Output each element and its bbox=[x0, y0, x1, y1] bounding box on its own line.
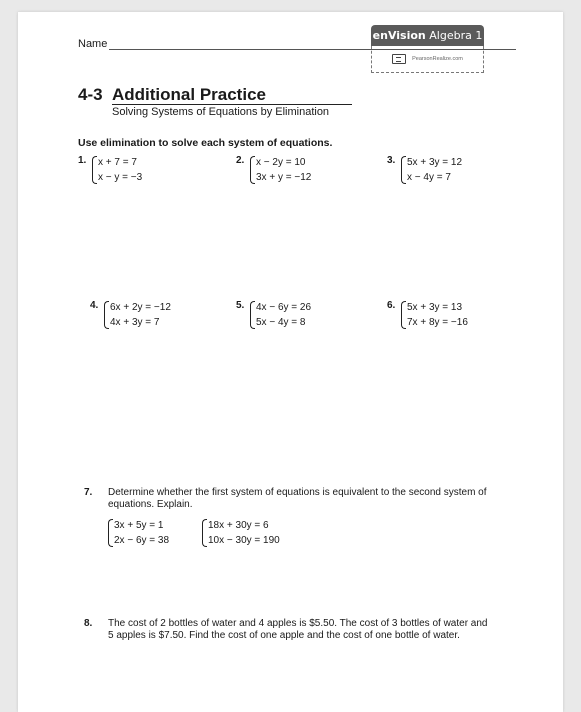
equation: 18x + 30y = 6 bbox=[208, 520, 269, 531]
title-rule bbox=[112, 104, 352, 105]
equation-system bbox=[108, 518, 169, 548]
equation: 3x + 5y = 1 bbox=[114, 520, 164, 531]
equation-system bbox=[401, 155, 462, 185]
problem-number: 5. bbox=[236, 300, 245, 311]
equation: x − 2y = 10 bbox=[256, 157, 306, 168]
realize-box bbox=[371, 46, 484, 73]
equation: 7x + 8y = −16 bbox=[407, 317, 468, 328]
brace bbox=[401, 156, 406, 184]
brace bbox=[250, 301, 255, 329]
brace bbox=[92, 156, 97, 184]
equation-system bbox=[250, 300, 311, 330]
lesson-title: Additional Practice bbox=[112, 85, 266, 104]
equation-system bbox=[250, 155, 311, 185]
equation: 5x − 4y = 8 bbox=[256, 317, 306, 328]
equation-system bbox=[401, 300, 468, 330]
computer-icon bbox=[392, 54, 406, 64]
equation: 4x − 6y = 26 bbox=[256, 302, 312, 313]
brand-suffix: Algebra 1 bbox=[429, 29, 483, 42]
name-label: Name bbox=[78, 38, 108, 50]
equation-system bbox=[202, 518, 280, 548]
problem-number: 3. bbox=[387, 155, 396, 166]
equation-system bbox=[104, 300, 171, 330]
brace bbox=[401, 301, 406, 329]
equation: x + 7 = 7 bbox=[98, 157, 137, 168]
brand-logo bbox=[371, 25, 484, 46]
problem-number: 7. bbox=[84, 487, 93, 498]
equation: 2x − 6y = 38 bbox=[114, 535, 170, 546]
problem-number: 2. bbox=[236, 155, 245, 166]
problem-number: 8. bbox=[84, 618, 93, 629]
worksheet-page bbox=[18, 12, 563, 712]
brace bbox=[202, 519, 207, 547]
brace bbox=[250, 156, 255, 184]
equation: x − 4y = 7 bbox=[407, 172, 451, 183]
problem-number: 4. bbox=[90, 300, 99, 311]
problem-number: 1. bbox=[78, 155, 87, 166]
equation: 6x + 2y = −12 bbox=[110, 302, 171, 313]
lesson-subtitle: Solving Systems of Equations by Elimination bbox=[112, 106, 330, 118]
problem-number: 6. bbox=[387, 300, 396, 311]
realize-label: PearsonRealize.com bbox=[412, 56, 463, 62]
equation-system bbox=[92, 155, 142, 185]
problem-text: Determine whether the first system of equations is equivalent to the second system of equations. Explain. bbox=[108, 487, 487, 510]
equation: 5x + 3y = 12 bbox=[407, 157, 463, 168]
brand-prefix: enVision bbox=[372, 29, 426, 42]
instructions: Use elimination to solve each system of equations. bbox=[78, 137, 333, 149]
problem-text: The cost of 2 bottles of water and 4 apples is $5.50. The cost of 3 bottles of water and 5 apples is $7.50. Find the cost of one apple and the cost of one bottle of water. bbox=[108, 618, 488, 641]
brace bbox=[104, 301, 109, 329]
equation: 10x − 30y = 190 bbox=[208, 535, 280, 546]
equation: x − y = −3 bbox=[98, 172, 143, 183]
equation: 4x + 3y = 7 bbox=[110, 317, 160, 328]
equation: 5x + 3y = 13 bbox=[407, 302, 463, 313]
brace bbox=[108, 519, 113, 547]
lesson-number: 4-3 bbox=[78, 85, 103, 104]
equation: 3x + y = −12 bbox=[256, 172, 312, 183]
